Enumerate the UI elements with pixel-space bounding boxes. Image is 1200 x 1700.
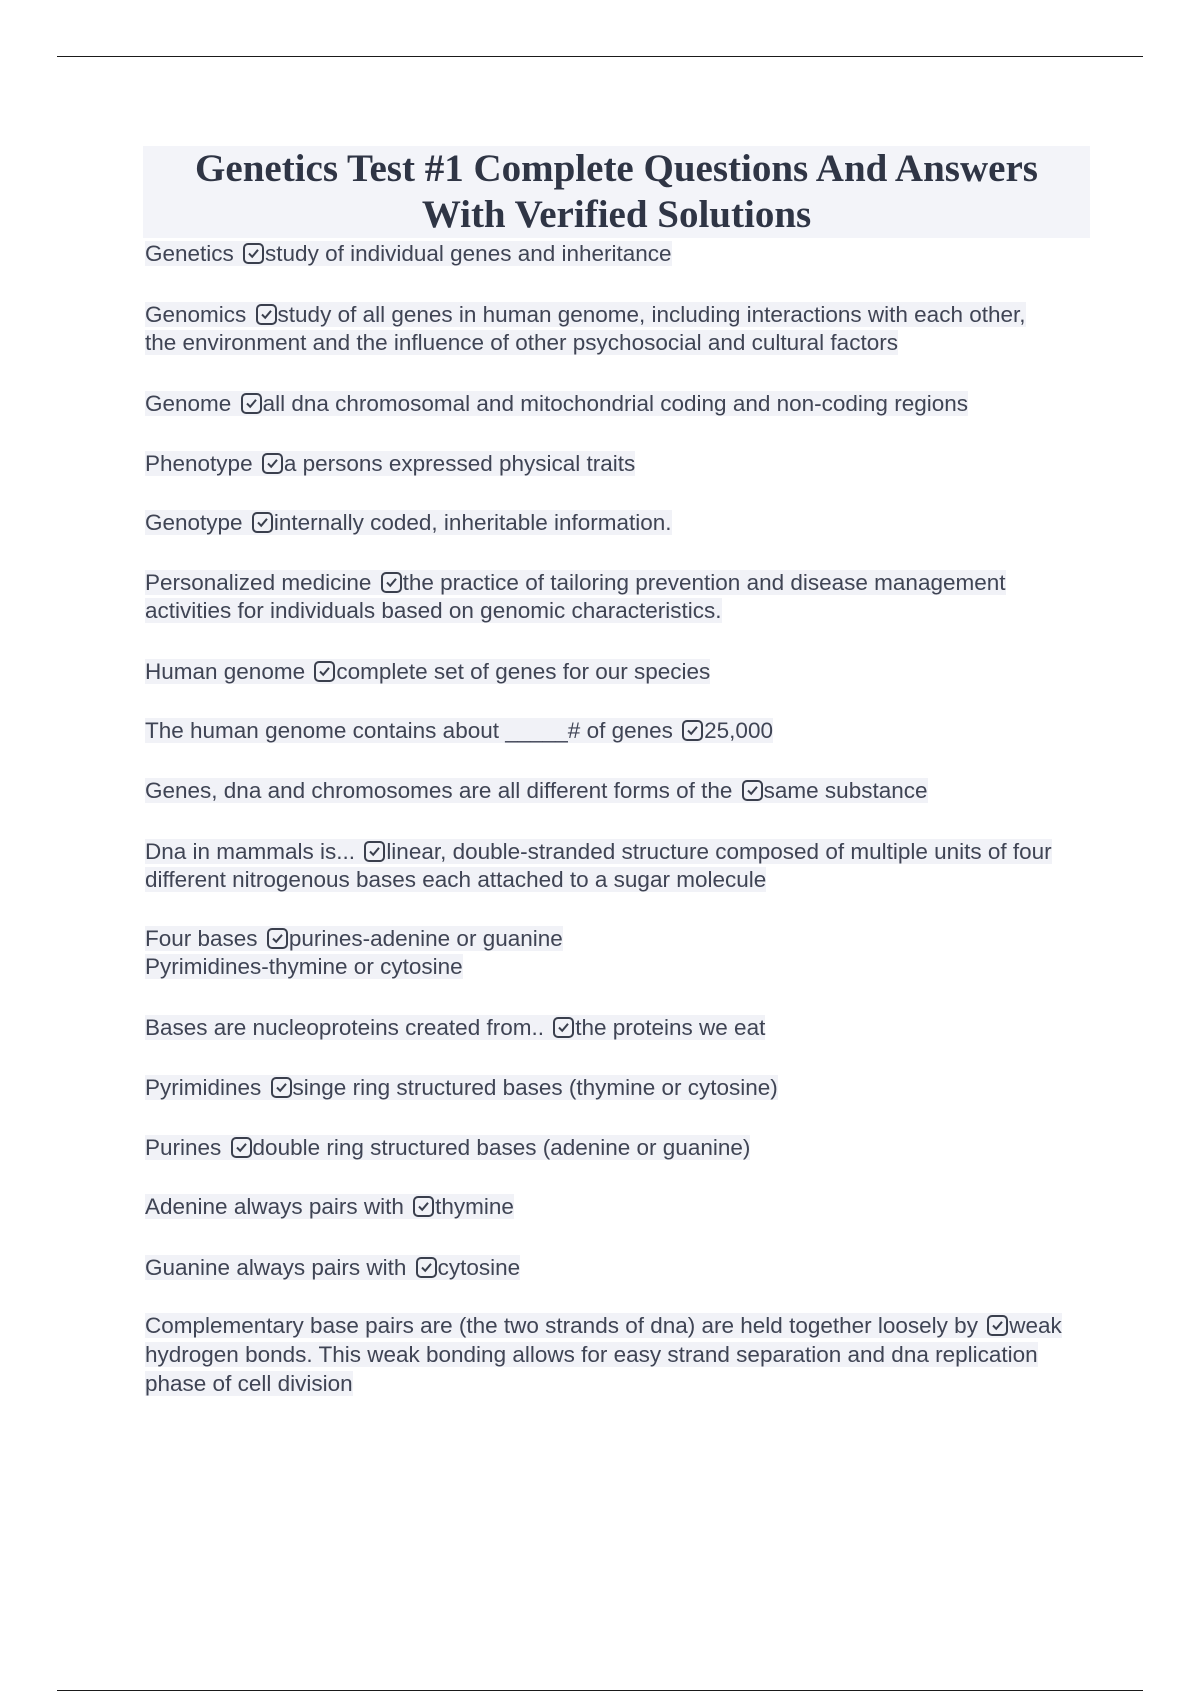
- qa-answer-line-2: Pyrimidines-thymine or cytosine: [145, 954, 463, 979]
- qa-term: Adenine always pairs with: [145, 1194, 411, 1219]
- qa-term: Genome: [145, 391, 238, 416]
- qa-item-genetics: [145, 240, 1105, 268]
- checkbox-check-icon: [314, 661, 335, 682]
- qa-item-same-substance: [145, 777, 1105, 805]
- qa-item-purines: [145, 1134, 1105, 1162]
- qa-answer: singe ring structured bases (thymine or cytosine): [292, 1075, 778, 1100]
- qa-term: Personalized medicine: [145, 570, 378, 595]
- checkbox-check-icon: [381, 572, 402, 593]
- qa-answer: weak hydrogen bonds. This weak bonding allows for easy strand separation and dna replication phase of cell division: [145, 1313, 1062, 1396]
- qa-answer: the proteins we eat: [575, 1015, 766, 1040]
- qa-term: Human genome: [145, 659, 312, 684]
- qa-answer: purines-adenine or guanine: [288, 926, 563, 951]
- qa-answer: same substance: [763, 778, 928, 803]
- checkbox-check-icon: [267, 928, 288, 949]
- qa-item-genome: [145, 390, 1105, 418]
- qa-term: Genetics: [145, 241, 241, 266]
- qa-term: Phenotype: [145, 451, 259, 476]
- qa-item-adenine-pairs: [145, 1193, 1105, 1221]
- qa-answer: complete set of genes for our species: [336, 659, 711, 684]
- qa-item-genotype: [145, 509, 1105, 537]
- qa-answer: linear, double-stranded structure composed of multiple units of four different nitrogenous bases each attached to a sugar molecule: [145, 839, 1052, 892]
- qa-term: Genes, dna and chromosomes are all different forms of the: [145, 778, 739, 803]
- qa-answer: all dna chromosomal and mitochondrial coding and non-coding regions: [262, 391, 968, 416]
- qa-answer: thymine: [435, 1194, 514, 1219]
- checkbox-check-icon: [553, 1017, 574, 1038]
- qa-answer: study of individual genes and inheritance: [265, 241, 672, 266]
- qa-item-dna-in-mammals: [145, 838, 1100, 894]
- qa-item-pyrimidines: [145, 1074, 1105, 1102]
- checkbox-check-icon: [416, 1257, 437, 1278]
- qa-item-phenotype: [145, 450, 1105, 478]
- qa-term: Four bases: [145, 926, 264, 951]
- qa-term: Pyrimidines: [145, 1075, 268, 1100]
- title-line-2: With Verified Solutions: [421, 193, 812, 236]
- qa-term: The human genome contains about _____# of genes: [145, 718, 680, 743]
- qa-term: Genotype: [145, 510, 249, 535]
- qa-item-personalized-medicine: [145, 569, 1090, 625]
- document-title: [143, 146, 1090, 238]
- qa-item-gene-count: [145, 717, 1105, 745]
- qa-term: Guanine always pairs with: [145, 1255, 413, 1280]
- checkbox-check-icon: [364, 841, 385, 862]
- checkbox-check-icon: [241, 393, 262, 414]
- qa-item-four-bases: [145, 925, 1105, 981]
- checkbox-check-icon: [271, 1077, 292, 1098]
- qa-term: Purines: [145, 1135, 228, 1160]
- qa-answer: cytosine: [437, 1255, 521, 1280]
- qa-term: Genomics: [145, 302, 253, 327]
- checkbox-check-icon: [682, 720, 703, 741]
- qa-answer: a persons expressed physical traits: [283, 451, 636, 476]
- qa-item-genomics: [145, 301, 1045, 357]
- title-line-1: Genetics Test #1 Complete Questions And Answers: [195, 147, 1038, 190]
- checkbox-check-icon: [231, 1137, 252, 1158]
- qa-item-guanine-pairs: [145, 1254, 1105, 1282]
- qa-answer: internally coded, inheritable information.: [273, 510, 672, 535]
- checkbox-check-icon: [252, 512, 273, 533]
- qa-term: Bases are nucleoproteins created from..: [145, 1015, 551, 1040]
- checkbox-check-icon: [256, 304, 277, 325]
- checkbox-check-icon: [413, 1196, 434, 1217]
- qa-answer: double ring structured bases (adenine or guanine): [252, 1135, 751, 1160]
- qa-answer: the practice of tailoring prevention and disease management activities for individuals based on genomic characteristics.: [145, 570, 1006, 623]
- footer-rule: [57, 1690, 1143, 1691]
- checkbox-check-icon: [262, 453, 283, 474]
- header-rule: [57, 56, 1143, 57]
- checkbox-check-icon: [987, 1315, 1008, 1336]
- qa-answer: 25,000: [704, 718, 773, 743]
- qa-answer: study of all genes in human genome, including interactions with each other, the environment and the influence of other psychosocial and cultural factors: [145, 302, 1026, 355]
- checkbox-check-icon: [742, 780, 763, 801]
- checkbox-check-icon: [243, 243, 264, 264]
- qa-term: Complementary base pairs are (the two strands of dna) are held together loosely by: [145, 1313, 985, 1338]
- qa-item-human-genome: [145, 658, 1105, 686]
- qa-term: Dna in mammals is...: [145, 839, 362, 864]
- qa-item-complementary-base-pairs: [145, 1311, 1100, 1398]
- qa-item-bases-created-from: [145, 1014, 1105, 1042]
